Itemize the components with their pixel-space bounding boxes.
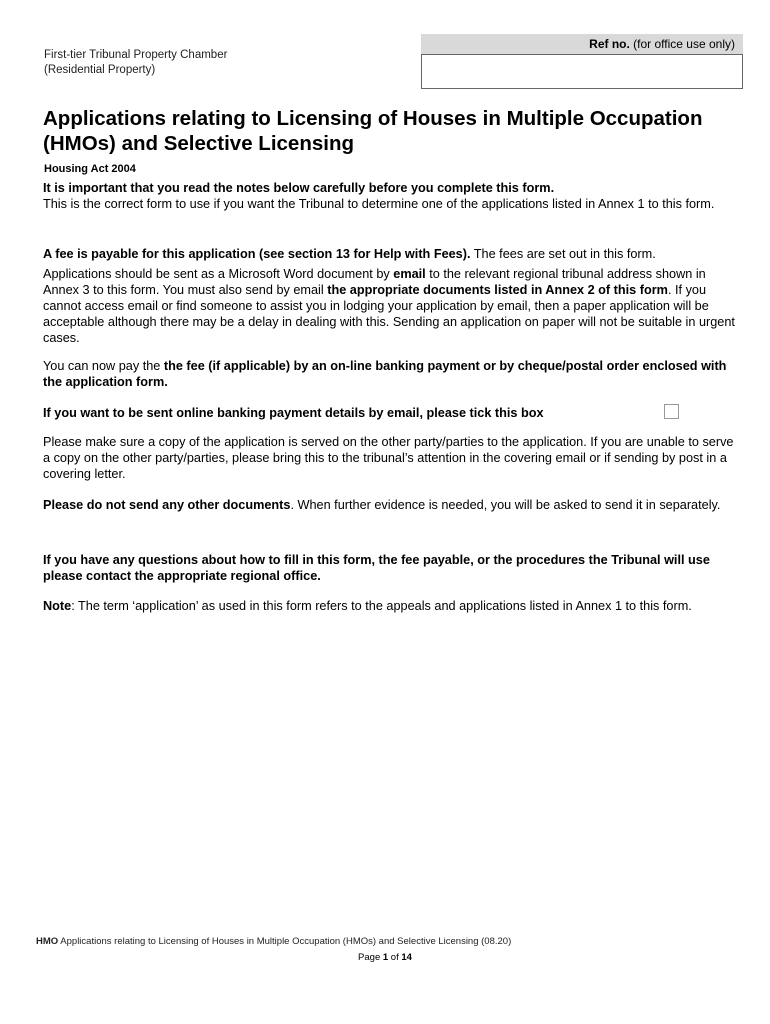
questions-paragraph: If you have any questions about how to fill in this form, the fee payable, or the procedures the Tribunal will use please contact the appropriate regional office. [43, 553, 710, 583]
submit-text-1: Applications should be sent as a Microsoft Word document by [43, 267, 394, 281]
tick-box-label: If you want to be sent online banking payment details by email, please tick this box [43, 406, 544, 420]
submit-email-bold: email [393, 267, 426, 281]
page-title: Applications relating to Licensing of Houses in Multiple Occupation (HMOs) and Selective Licensing [43, 107, 703, 155]
ref-no-header [421, 34, 743, 54]
fee-rest: The fees are set out in this form. [470, 247, 656, 261]
fee-paragraph [43, 246, 743, 262]
documents-paragraph [43, 497, 743, 513]
fee-bold: A fee is payable for this application (see section 13 for Help with Fees). [43, 247, 471, 261]
note-paragraph [43, 598, 743, 614]
online-banking-checkbox[interactable] [664, 404, 679, 419]
org-line-2: (Residential Property) [44, 64, 156, 76]
org-line-1: First-tier Tribunal Property Chamber [44, 49, 228, 61]
payment-bold: the fee (if applicable) by an on-line banking payment or by cheque/postal order enclosed with the application form. [43, 359, 727, 389]
page-total: 14 [401, 952, 412, 963]
intro-paragraph [43, 180, 743, 212]
important-notice: It is important that you read the notes below carefully before you complete this form. [43, 181, 555, 195]
footer-form-text: Applications relating to Licensing of Houses in Multiple Occupation (HMOs) and Selective Licensing (08.20) [58, 936, 512, 947]
act-name: Housing Act 2004 [44, 163, 136, 175]
page-number [0, 952, 770, 963]
note-bold: Note [43, 599, 72, 613]
documents-rest: . When further evidence is needed, you will be asked to send it in separately. [290, 498, 721, 512]
of-word: of [388, 952, 402, 963]
page-word: Page [358, 952, 383, 963]
note-rest: : The term ‘application’ as used in this form refers to the appeals and applications listed in Annex 1 to this form. [71, 599, 692, 613]
footer-form-title [36, 936, 511, 947]
ref-no-label: Ref no. [589, 37, 630, 51]
page-current: 1 [382, 952, 389, 963]
payment-text: You can now pay the [43, 359, 164, 373]
submission-paragraph [43, 266, 743, 346]
serve-paragraph: Please make sure a copy of the application is served on the other party/parties to the application. If you are unable to serve a copy on the other party/parties, please bring this to the tribunal’s attention in the covering email or if sending by post in a covering letter. [43, 435, 734, 481]
footer-form-code: HMO [36, 936, 59, 947]
payment-paragraph [43, 358, 743, 390]
submit-text-3: . If you cannot access email or find someone to assist you in lodging your application by email, then a paper application will be acceptable although there may be a delay in dealing with this. Sending an application on paper will not be suitable in urgent cases. [43, 283, 735, 345]
organisation-name [44, 48, 227, 78]
submit-annex-bold: the appropriate documents listed in Annex 2 of this form [327, 283, 668, 297]
documents-bold: Please do not send any other documents [43, 498, 291, 512]
ref-no-note: (for office use only) [633, 37, 735, 51]
ref-no-field[interactable] [421, 54, 743, 89]
submit-text-2: to the relevant regional tribunal address shown in Annex 3 to this form. You must also send by email [43, 267, 706, 297]
correct-form-text: This is the correct form to use if you want the Tribunal to determine one of the applications listed in Annex 1 to this form. [43, 197, 715, 211]
